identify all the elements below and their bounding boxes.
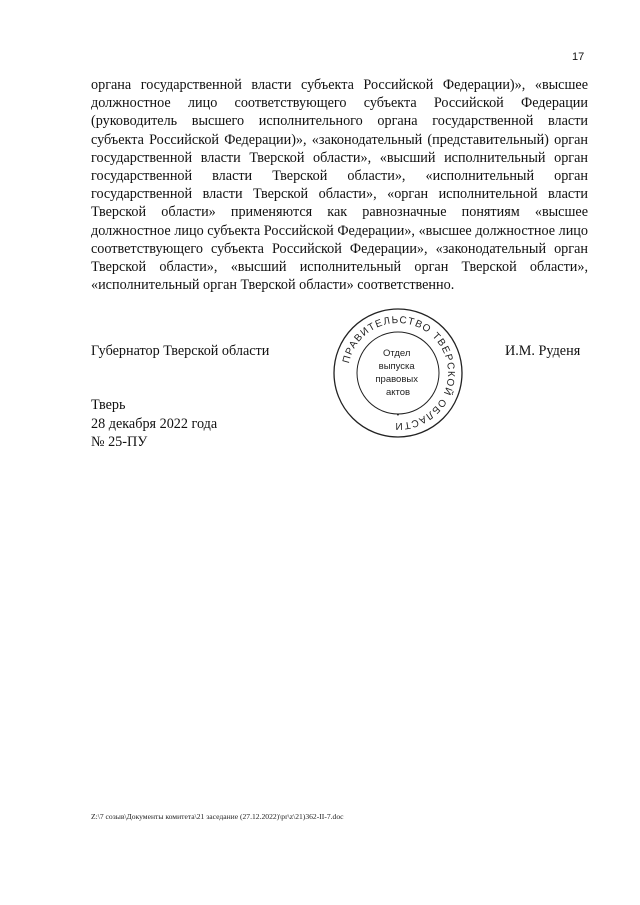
stamp-center-line-3: правовых — [375, 374, 418, 385]
body-paragraph: органа государственной власти субъекта Российской Федерации)», «высшее должностное лицо соответствующего субъекта Российской Федерации (руководитель высшего исполнительного органа государственной власти субъекта Российской Федерации)», «законодательный (представительный) орган государственной власти Тверской области», «высший исполнительный орган государственной власти Тверской области», «исполнительный орган государственной власти Тверской области», «орган исполнительной власти Тверской области» применяются как равнозначные понятиям «высшее должностное лицо субъекта Российской Федерации», «высшее должностное лицо соответствующего субъекта Российской Федерации», «законодательный орган Тверской области», «высший исполнительный орган Тверской области», «исполнительный орган Тверской области» соответственно. — [91, 77, 588, 294]
stamp-center-line-1: Отдел — [382, 348, 411, 359]
svg-text:•: • — [395, 411, 401, 419]
document-number: № 25-ПУ — [91, 434, 148, 450]
signer-title: Губернатор Тверской области — [91, 343, 270, 359]
stamp-center-line-4: актов — [385, 387, 411, 398]
signer-name: И.М. Руденя — [505, 343, 581, 359]
official-stamp — [330, 305, 466, 441]
footer-file-path: Z:\7 созыв\Документы комитета\21 заседание (27.12.2022)\pr\z\21)362-II-7.doc — [91, 812, 344, 821]
place-city: Тверь — [91, 397, 126, 413]
place-date-block — [91, 396, 217, 452]
document-date: 28 декабря 2022 года — [91, 415, 218, 432]
page-number: 17 — [572, 51, 585, 63]
stamp-center-line-2: выпуска — [378, 361, 415, 372]
stamp-ring-text: ПРАВИТЕЛЬСТВО ТВЕРСКОЙ ОБЛАСТИ — [340, 314, 457, 432]
svg-text:Отдел выпуска прав — [375, 348, 420, 398]
